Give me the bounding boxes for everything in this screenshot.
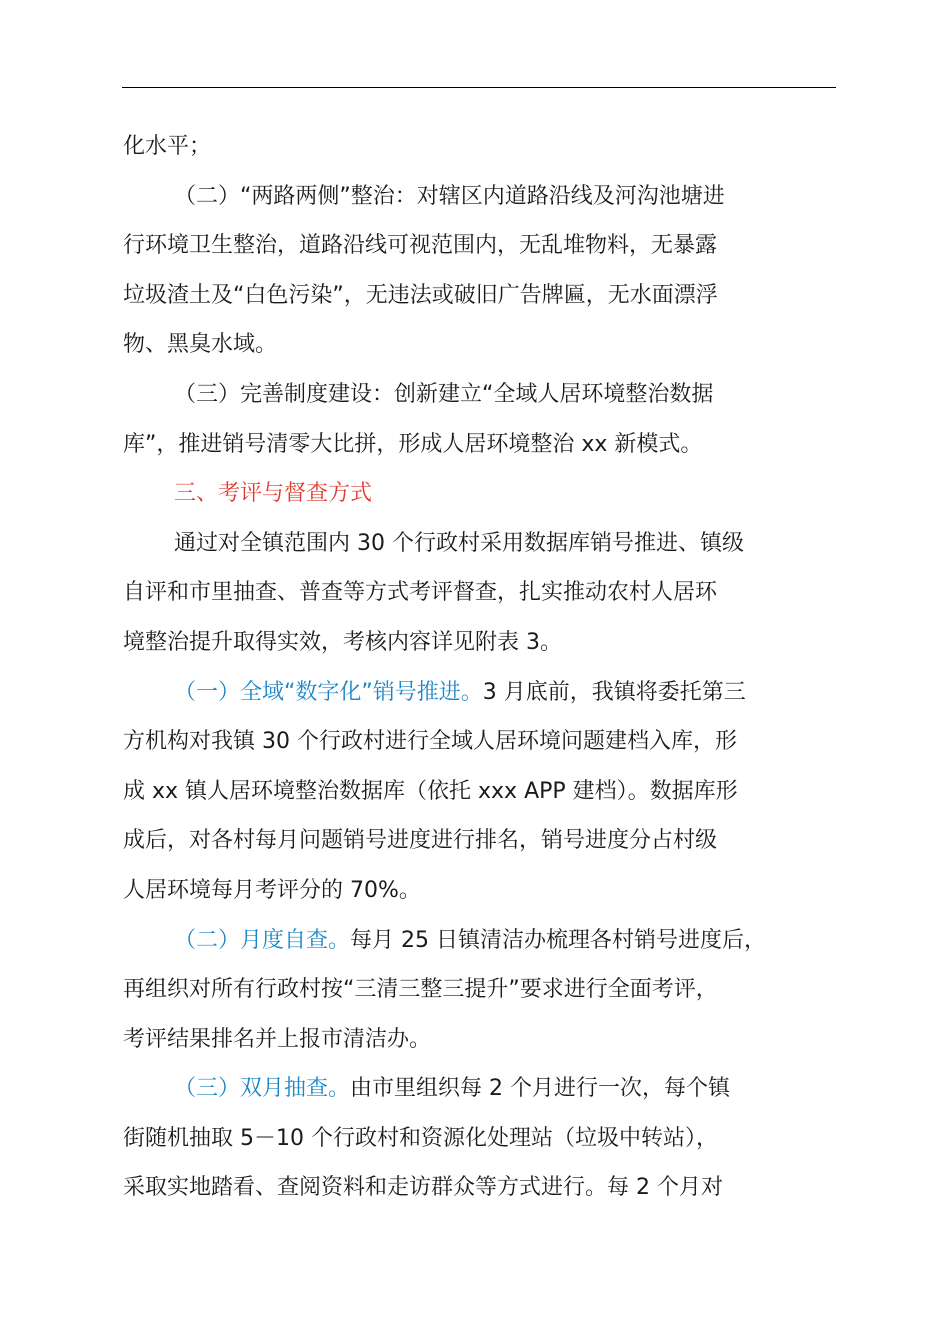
text-line: 通过对全镇范围内 30 个行政村采用数据库销号推进、镇级 <box>174 530 744 556</box>
text-line: 考评结果排名并上报市清洁办。 <box>123 1026 432 1052</box>
text-line: 采取实地踏看、查阅资料和走访群众等方式进行。每 2 个月对 <box>123 1175 723 1201</box>
document-body <box>123 122 839 1213</box>
text-line <box>123 668 839 718</box>
text-line <box>123 916 839 966</box>
text-span: 由市里组织每 2 个月进行一次，每个镇 <box>350 1076 731 1102</box>
text-line: 行环境卫生整治，道路沿线可视范围内，无乱堆物料，无暴露 <box>123 233 718 259</box>
subsection-title: （二）月度自查。 <box>174 927 351 953</box>
text-line: 自评和市里抽查、普查等方式考评督查，扎实推动农村人居环 <box>123 580 718 606</box>
header-rule <box>122 87 836 88</box>
text-line: （三）完善制度建设：创新建立“全域人居环境整治数据 <box>174 381 714 407</box>
text-span: 3 月底前，我镇将委托第三 <box>482 679 746 705</box>
text-line <box>123 1064 839 1114</box>
text-line: 境整治提升取得实效，考核内容详见附表 3。 <box>123 629 562 655</box>
text-line: 垃圾渣土及“白色污染”，无违法或破旧广告牌匾，无水面漂浮 <box>123 282 718 308</box>
text-line: 成后，对各村每月问题销号进度进行排名，销号进度分占村级 <box>123 828 718 854</box>
text-line: 人居环境每月考评分的 70%。 <box>123 877 421 903</box>
text-line: 成 xx 镇人居环境整治数据库（依托 xxx APP 建档）。数据库形 <box>123 778 738 804</box>
text-line: 街随机抽取 5－10 个行政村和资源化处理站（垃圾中转站）， <box>123 1125 718 1151</box>
subsection-title: （三）双月抽查。 <box>174 1076 351 1102</box>
section-heading: 三、考评与督查方式 <box>174 481 373 507</box>
text-line: 化水平； <box>123 134 212 159</box>
text-line: 再组织对所有行政村按“三清三整三提升”要求进行全面考评， <box>123 977 718 1003</box>
text-line: 方机构对我镇 30 个行政村进行全域人居环境问题建档入库，形 <box>123 729 737 755</box>
text-line: （二）“两路两侧”整治：对辖区内道路沿线及河沟池塘进 <box>174 183 725 209</box>
text-span: 每月 25 日镇清洁办梳理各村销号进度后， <box>350 927 766 953</box>
text-line: 物、黑臭水域。 <box>123 332 278 358</box>
subsection-title: （一）全域“数字化”销号推进。 <box>174 679 483 705</box>
text-line: 库”，推进销号清零大比拼，形成人居环境整治 xx 新模式。 <box>123 431 703 457</box>
